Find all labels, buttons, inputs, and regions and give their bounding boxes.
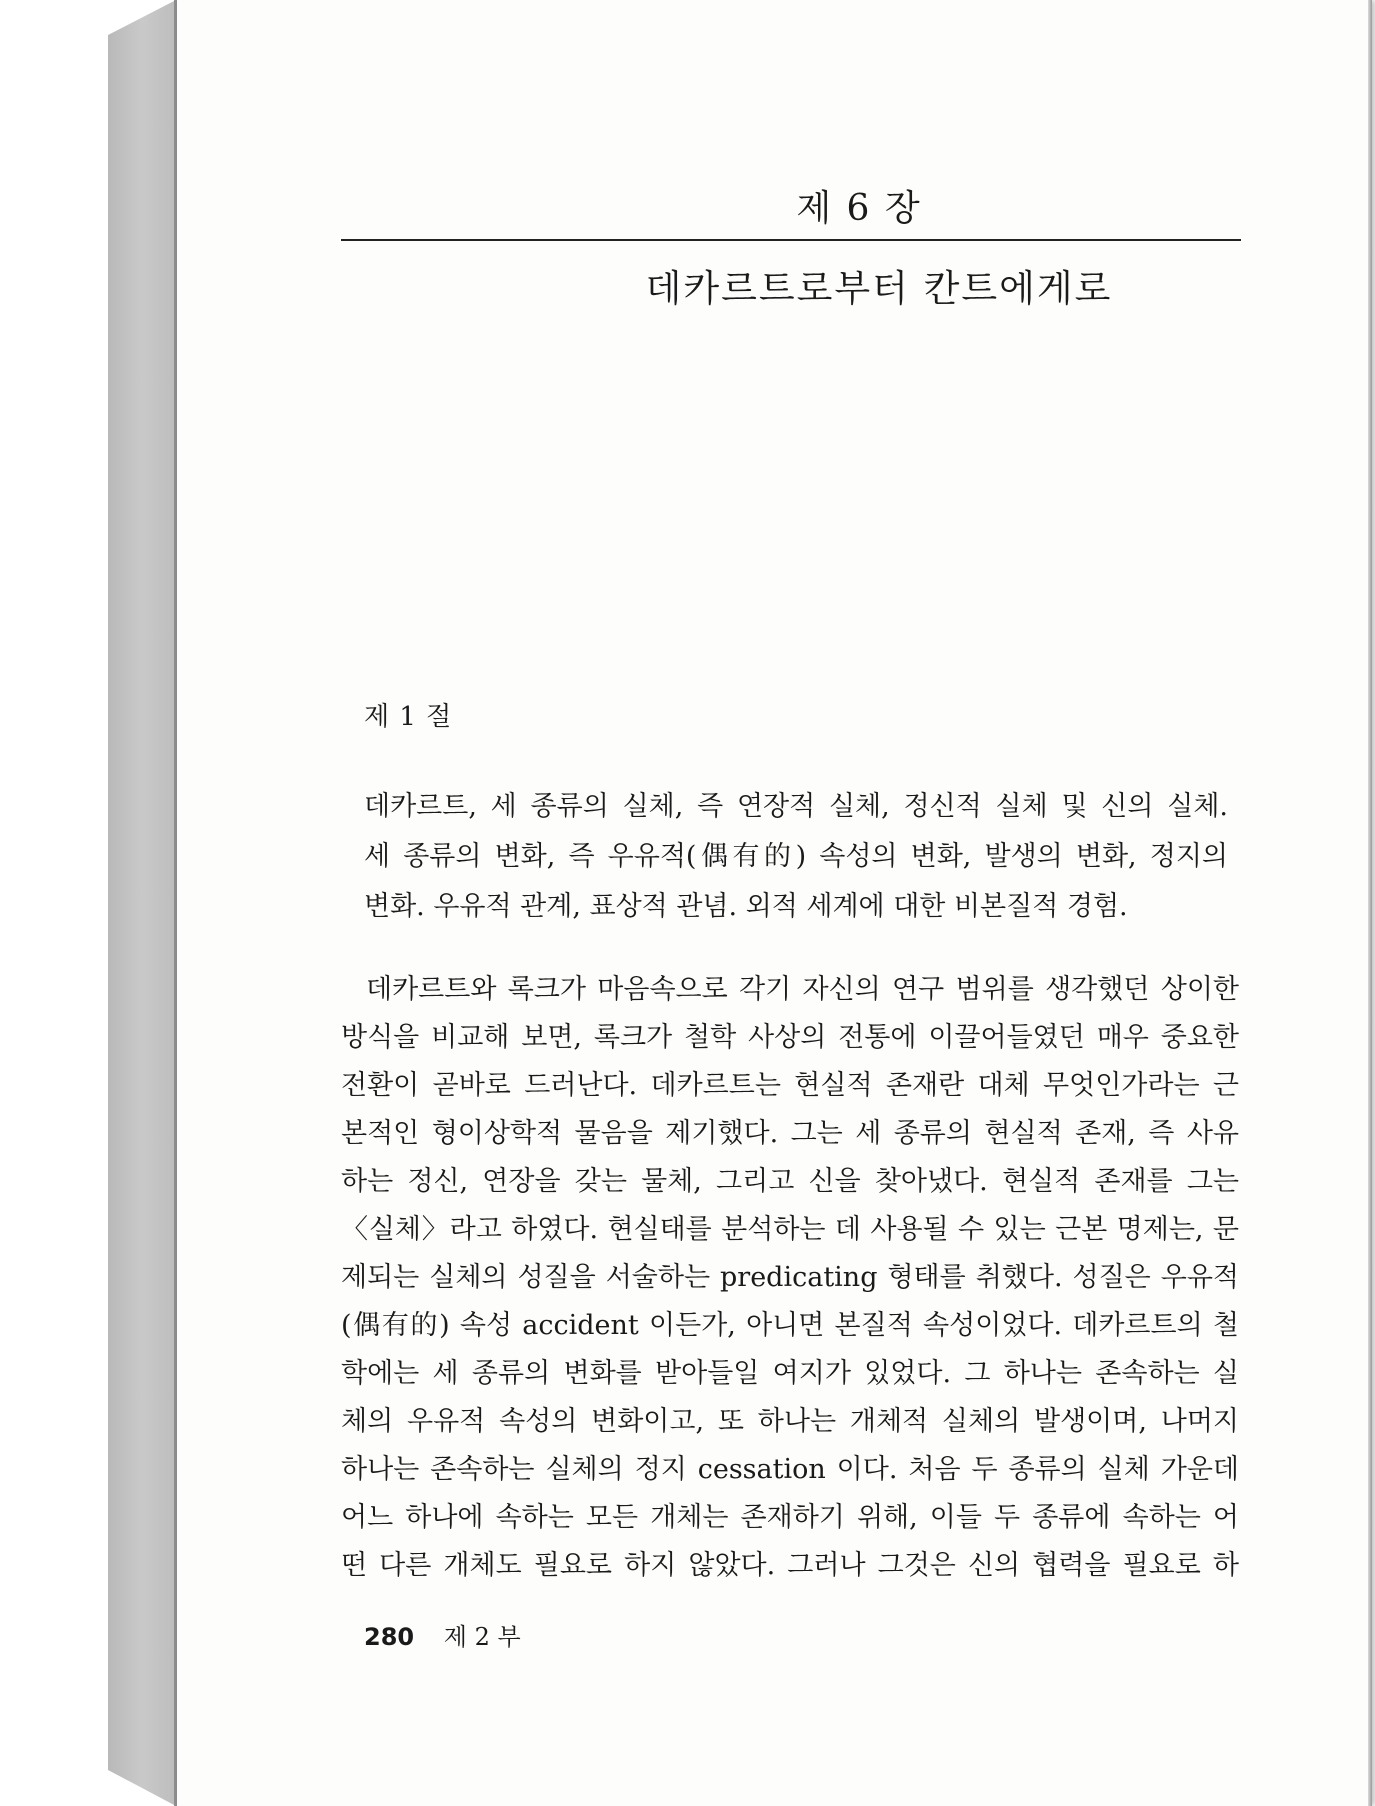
summary-line: 세 종류의 변화, 즉 우유적(偶有的) 속성의 변화, 발생의 변화, 정지의 [364,841,1228,872]
body-paragraph [341,966,1239,1590]
body-line: 본적인 형이상학적 물음을 제기했다. 그는 세 종류의 현실적 존재, 즉 사유 [341,1118,1239,1149]
body-line: (偶有的) 속성 accident 이든가, 아니면 본질적 속성이었다. 데카르트의 철 [341,1310,1239,1341]
chapter-divider [341,239,1241,241]
summary-line: 데카르트, 세 종류의 실체, 즉 연장적 실체, 정신적 실체 및 신의 실체. [364,791,1228,822]
body-line: 제되는 실체의 성질을 서술하는 predicating 형태를 취했다. 성질은 우유적 [341,1262,1239,1293]
body-line: 데카르트와 록크가 마음속으로 각기 자신의 연구 범위를 생각했던 상이한 [366,974,1239,1005]
body-line: 어느 하나에 속하는 모든 개체는 존재하기 위해, 이들 두 종류에 속하는 어 [341,1502,1239,1533]
body-line: 하는 정신, 연장을 갖는 물체, 그리고 신을 찾아냈다. 현실적 존재를 그는 [341,1166,1239,1197]
body-line: 학에는 세 종류의 변화를 받아들일 여지가 있었다. 그 하나는 존속하는 실 [341,1358,1239,1389]
body-line: 체의 우유적 속성의 변화이고, 또 하나는 개체적 실체의 발생이며, 나머지 [341,1406,1239,1437]
section-label: 제 1 절 [364,702,453,732]
body-line: 〈실체〉라고 하였다. 현실태를 분석하는 데 사용될 수 있는 근본 명제는, 문 [341,1214,1239,1245]
page-edge [1368,0,1372,1806]
body-line: 떤 다른 개체도 필요로 하지 않았다. 그러나 그것은 신의 협력을 필요로 하 [341,1550,1239,1581]
section-summary [364,782,1228,932]
page-number: 280 [364,1623,415,1651]
summary-line: 변화. 우유적 관계, 표상적 관념. 외적 세계에 대한 비본질적 경험. [364,891,1128,922]
part-label: 제 2 부 [443,1623,521,1651]
page-footer [364,1617,521,1652]
body-line: 하나는 존속하는 실체의 정지 cessation 이다. 처음 두 종류의 실체 가운데 [341,1454,1239,1485]
chapter-number: 제 6 장 [796,188,922,229]
body-line: 전환이 곧바로 드러난다. 데카르트는 현실적 존재란 대체 무엇인가라는 근 [341,1070,1239,1101]
body-line: 방식을 비교해 보면, 록크가 철학 사상의 전통에 이끌어들였던 매우 중요한 [341,1022,1239,1053]
chapter-title: 데카르트로부터 칸트에게로 [645,267,1113,310]
book-page [177,0,1372,1806]
book-spine [108,0,176,1806]
